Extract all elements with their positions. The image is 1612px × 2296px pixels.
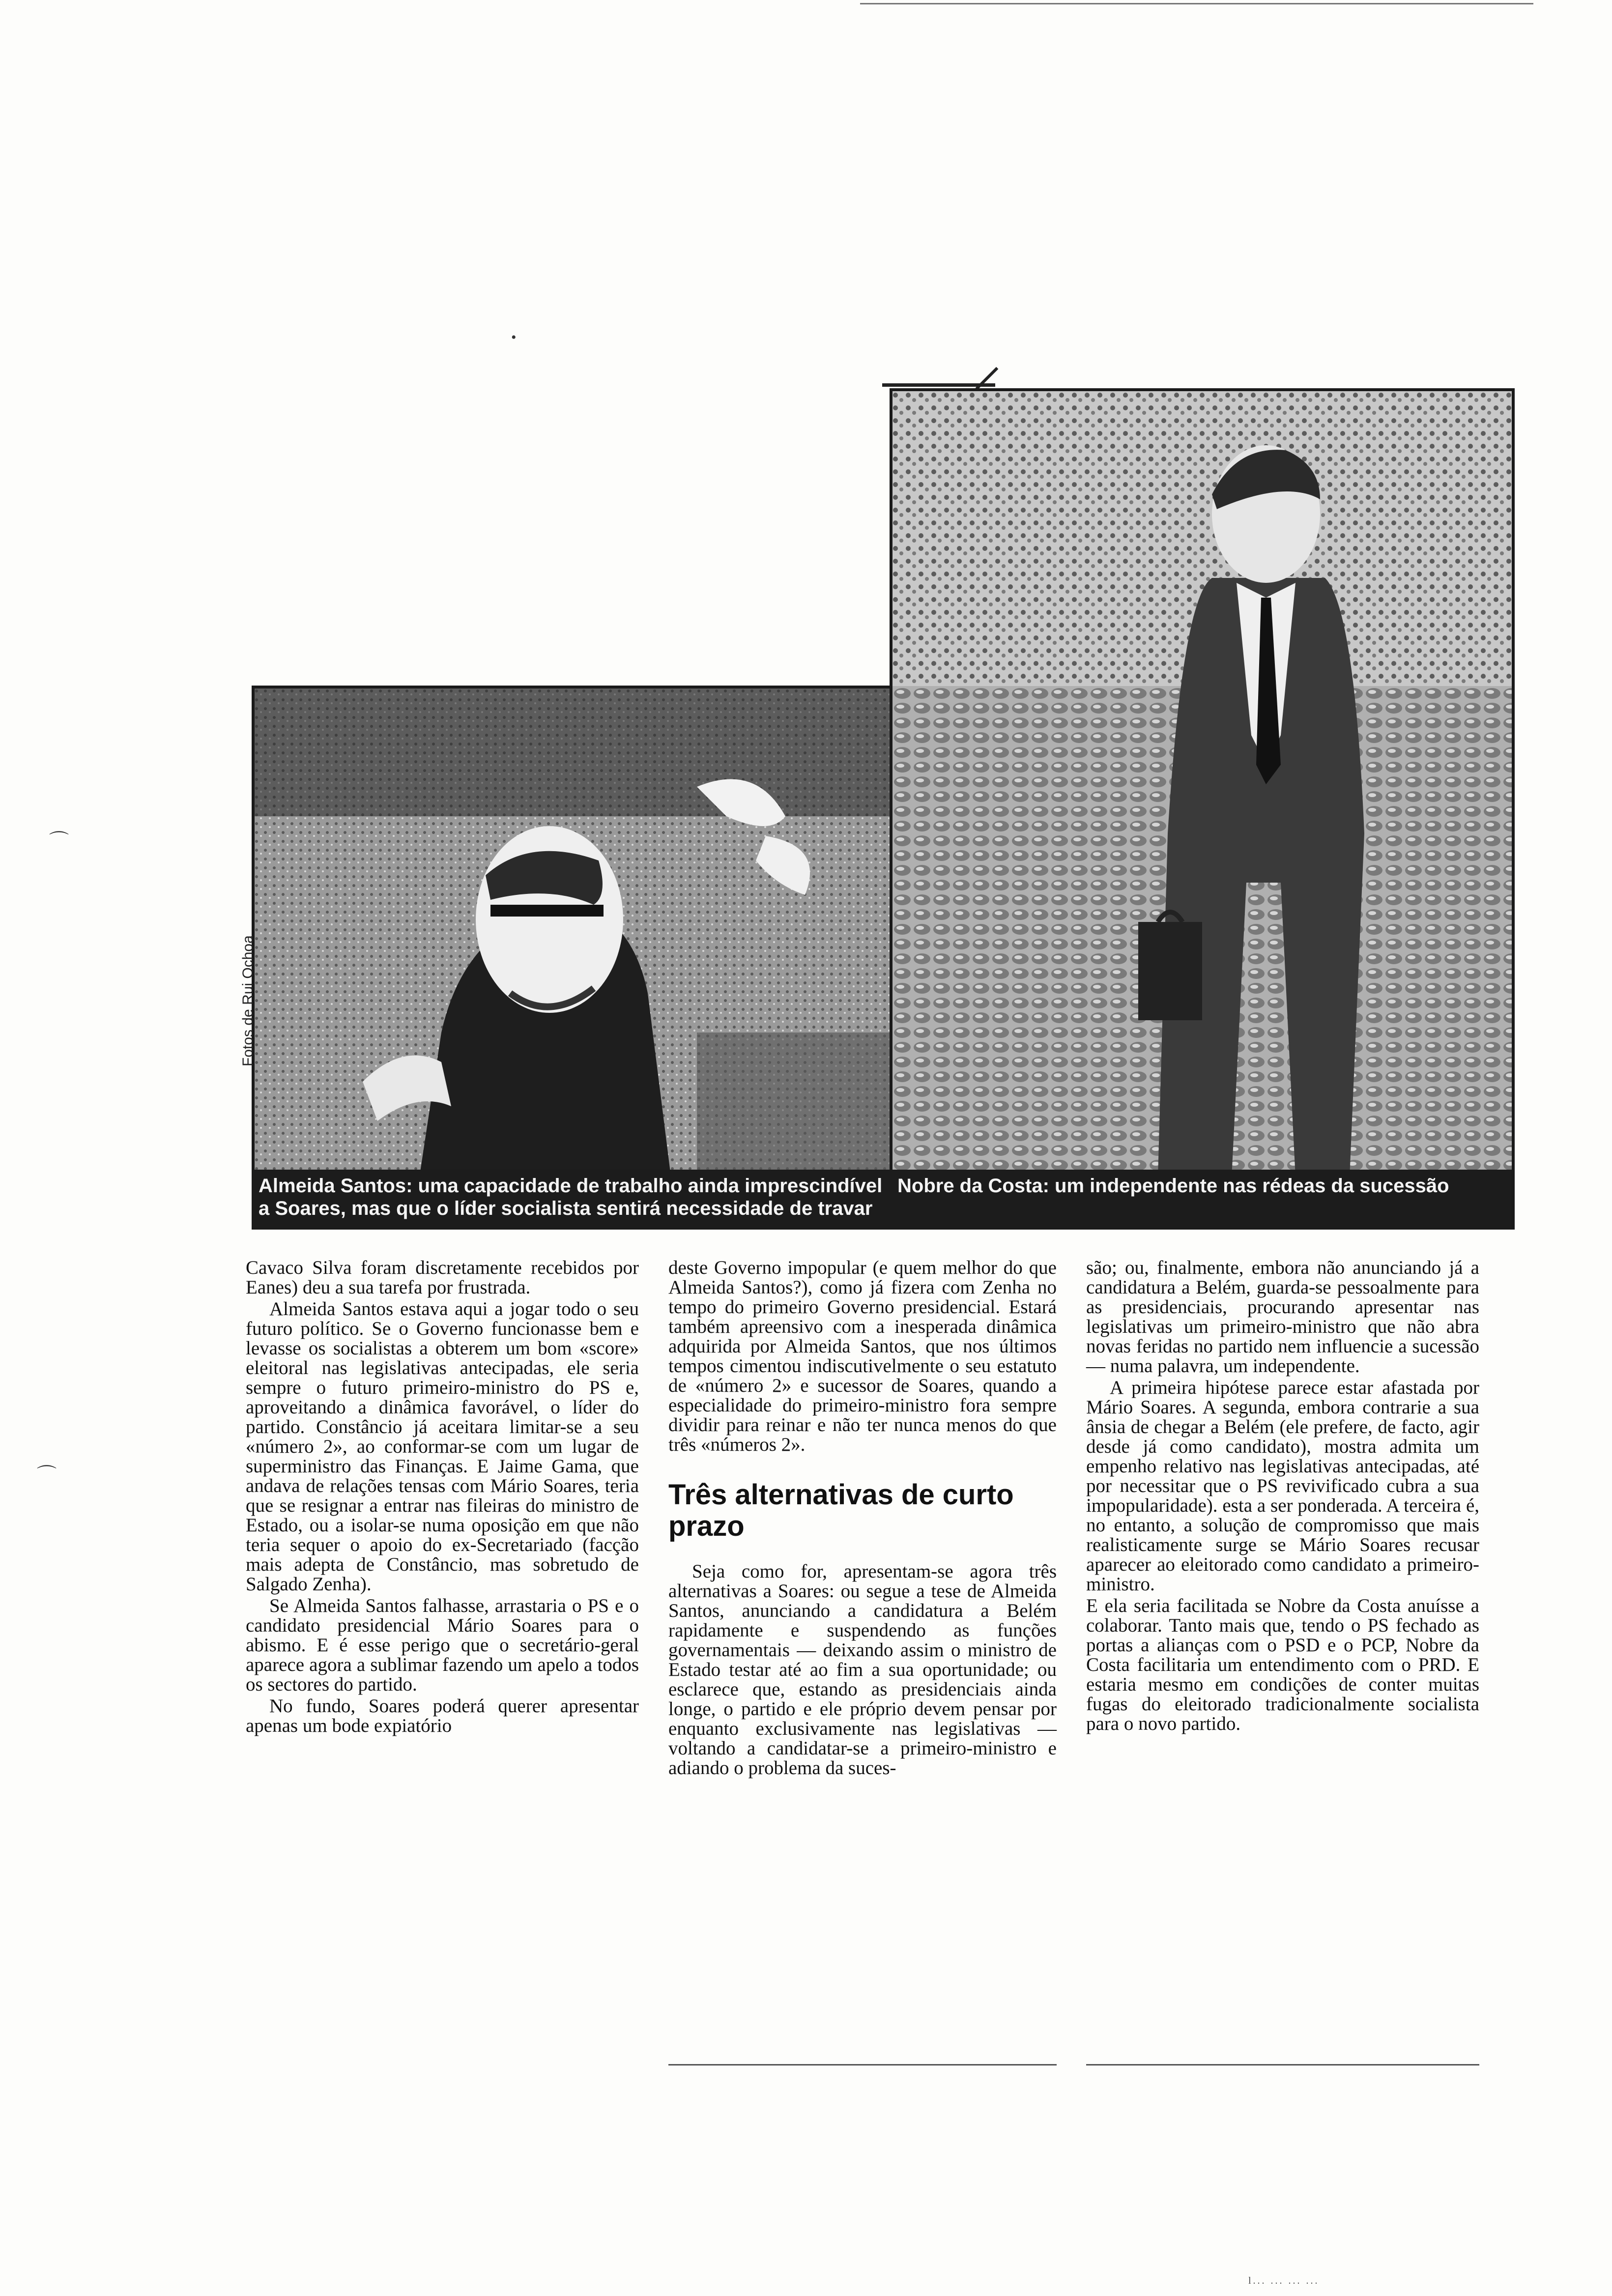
col1-paragraph-4: No fundo, Soares poderá querer apresentar apenas um bode expiatório [246,1695,639,1736]
caption-nobre-da-costa: Nobre da Costa: um independente nas rédeas da sucessão [891,1170,1512,1229]
margin-mark-1: ⌒ [49,830,69,852]
col2-bottom-rule [668,2064,1057,2066]
photo-nobre-da-costa [890,388,1515,1230]
article-column-2 [668,1258,1057,1780]
col1-paragraph-1: Cavaco Silva foram discretamente recebidos por Eanes) deu a sua tarefa por frustrada. [246,1257,639,1298]
article-column-3 [1086,1258,1479,1736]
margin-mark-2: ⌒ [37,1464,57,1486]
col3-bottom-rule [1086,2064,1479,2066]
col1-paragraph-3: Se Almeida Santos falhasse, arrastaria o PS e o candidato presidencial Mário Soares para o abismo. E é esse perigo que o secretário-geral aparece agora a sublimar fazendo um apelo a todos os sectores do partido. [246,1595,639,1695]
footer-fragment: l... ... ... ... [1248,2275,1320,2286]
article-column-1 [246,1258,639,1738]
col3-paragraph-3: E ela seria facilitada se Nobre da Costa anuísse a colaborar. Tanto mais que, tendo o PS fechado as portas a alianças com o PSD e o PCP, Nobre da Costa facilitaria um entendimento com o PRD. E estaria mesmo em condições de conter muitas fugas do eleitorado tradicionalmente socialista para o novo partido. [1086,1595,1479,1734]
dot-mark: • [511,329,517,345]
col3-paragraph-2: A primeira hipótese parece estar afastada por Mário Soares. A segunda, embora contrarie a sua ânsia de chegar a Belém (ele prefere, de facto, agir desde já como candidato), mostra admita um empenho relativo nas legislativas antecipadas, até por necessitar que o PS revivificado cubra a sua impopularidade). esta a ser ponderada. A terceira é, no entanto, a solução de compromisso que mais realisticamente surge se Mário Soares recusar aparecer ao eleitorado como candidato a primeiro-ministro. [1086,1377,1479,1595]
col3-paragraph-1: são; ou, finalmente, embora não anunciando já a candidatura a Belém, guarda-se pessoalmente para as presidenciais, procurando apresentar nas legislativas um primeiro-ministro que não abra novas feridas no partido nem influencie a sucessão — numa palavra, um independente. [1086,1257,1479,1377]
photo-nobre-da-costa-image [892,391,1512,1227]
col2-paragraph-2: Seja como for, apresentam-se agora três alternativas a Soares: ou segue a tese de Almeida Santos, anunciando a candidatura a Belém rapidamente e suspendendo as funções governamentais — deixando assim o ministro de Estado testar até ao fim a sua oportunidade; ou esclarece que, estando as presidenciais ainda longe, o partido e ele próprio devem pensar por enquanto exclusivamente nas legislativas — voltando a candidatar-se a primeiro-ministro e adiando o problema da suces- [668,1561,1057,1779]
caption-almeida-santos: Almeida Santos: uma capacidade de trabalho ainda imprescindível a Soares, mas que o líder socialista sentirá necessidade de travar [252,1170,891,1229]
top-rule [860,3,1533,4]
col1-paragraph-2: Almeida Santos estava aqui a jogar todo o seu futuro político. Se o Governo funcionasse bem e levasse os socialistas a obterem um bom «score» eleitoral nas legislativas antecipadas, ele seria sempre o futuro primeiro-ministro do PS e, aproveitando a dinâmica favorável, o líder do partido. Constâncio já aceitara limitar-se a seu «número 2», ao conformar-se com um lugar de superministro das Finanças. E Jaime Gama, que andava de relações tensas com Mário Soares, teria que se resignar a entrar nas fileiras do ministro de Estado, ou a isolar-se numa oposição em que não teria sequer o apoio do ex-Secretariado (facção mais adepta de Constâncio, mas sobretudo de Salgado Zenha). [246,1298,639,1595]
photo-almeida-santos-image [255,689,898,1227]
photo-credit: Fotos de Rui Ochoa [240,935,256,1066]
col2-paragraph-1: deste Governo impopular (e quem melhor do que Almeida Santos?), como já fizera com Zenha no tempo do primeiro Governo presidencial. Estará também apreensivo com a inesperada dinâmica adquirida por Almeida Santos, que nos últimos tempos cimentou indiscutivelmente o seu estatuto de «número 2» e sucessor de Soares, quando a especialidade do primeiro-ministro fora sempre dividir para reinar e não ter nunca menos do que três «números 2». [668,1257,1057,1455]
section-heading: Três alternativas de curto prazo [668,1479,1014,1542]
photo-almeida-santos [252,686,901,1230]
